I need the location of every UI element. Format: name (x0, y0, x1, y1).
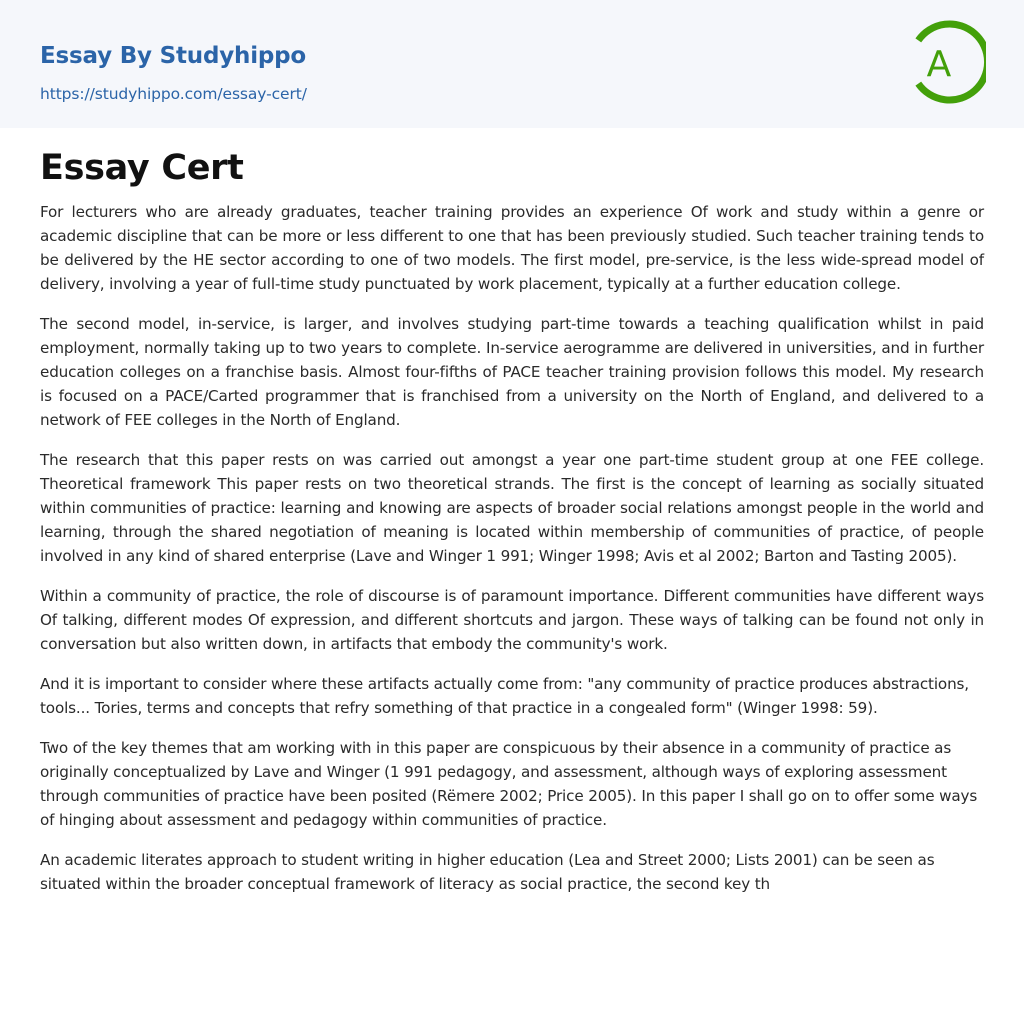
article-paragraph: Two of the key themes that am working with in this paper are conspicuous by their absence in a community of practice as originally conceptualized by Lave and Winger (1 991 pedagogy, and assessment, although ways of exploring assessment through communities of practice have been posited (Rëmere 2002; Price 2005). In this paper I shall go on to offer some ways of hinging about assessment and pedagogy within communities of practice. (40, 739, 978, 829)
article-paragraph: For lecturers who are already graduates, teacher training provides an experience Of work and study within a genre or academic discipline that can be more or less different to one that has been previously studied. Such teacher training tends to be delivered by the HE sector according to one of two models. The first model, pre-service, is the less wide-spread model of delivery, involving a year of full-time study punctuated by work placement, typically at a further education college. (40, 203, 984, 293)
site-title: Essay By Studyhippo (40, 43, 307, 69)
article-paragraph: And it is important to consider where these artifacts actually come from: "any community of practice produces abstractions, tools... Tories, terms and concepts that refry something of that practice in a congealed form" (Winger 1998: 59). (40, 675, 969, 717)
logo-letter: A (926, 44, 952, 85)
article-paragraph: Within a community of practice, the role of discourse is of paramount importance. Different communities have different ways Of talking, different modes Of expression, and different shortcuts and jargon. These ways of talking can be found not only in conversation but also written down, in artifacts that embody the community's work. (40, 587, 984, 653)
article-paragraph: The research that this paper rests on was carried out amongst a year one part-time student group at one FEE college. Theoretical framework This paper rests on two theoretical strands. The first is the concept of learning as socially situated within communities of practice: learning and knowing are aspects of broader social relations amongst people in the world and learning, through the shared negotiation of meaning is located within membership of communities of practice, of people involved in any kind of shared enterprise (Lave and Winger 1 991; Winger 1998; Avis et al 2002; Barton and Tasting 2005). (40, 451, 984, 565)
article-paragraph: An academic literates approach to student writing in higher education (Lea and Street 2000; Lists 2001) can be seen as situated within the broader conceptual framework of literacy as social practice, the second key th (40, 851, 935, 893)
article-body (40, 200, 984, 912)
page-title: Essay Cert (40, 148, 244, 188)
article-paragraph: The second model, in-service, is larger, and involves studying part-time towards a teaching qualification whilst in paid employment, normally taking up to two years to complete. In-service aerogramme are delivered in universities, and in further education colleges on a franchise basis. Almost four-fifths of PACE teacher training provision follows this model. My research is focused on a PACE/Carted programmer that is franchised from a university on the North of England, and delivered to a network of FEE colleges in the North of England. (40, 315, 984, 429)
studyhippo-a-logo-icon[interactable] (898, 18, 986, 106)
source-url-link[interactable]: https://studyhippo.com/essay-cert/ (40, 85, 307, 103)
